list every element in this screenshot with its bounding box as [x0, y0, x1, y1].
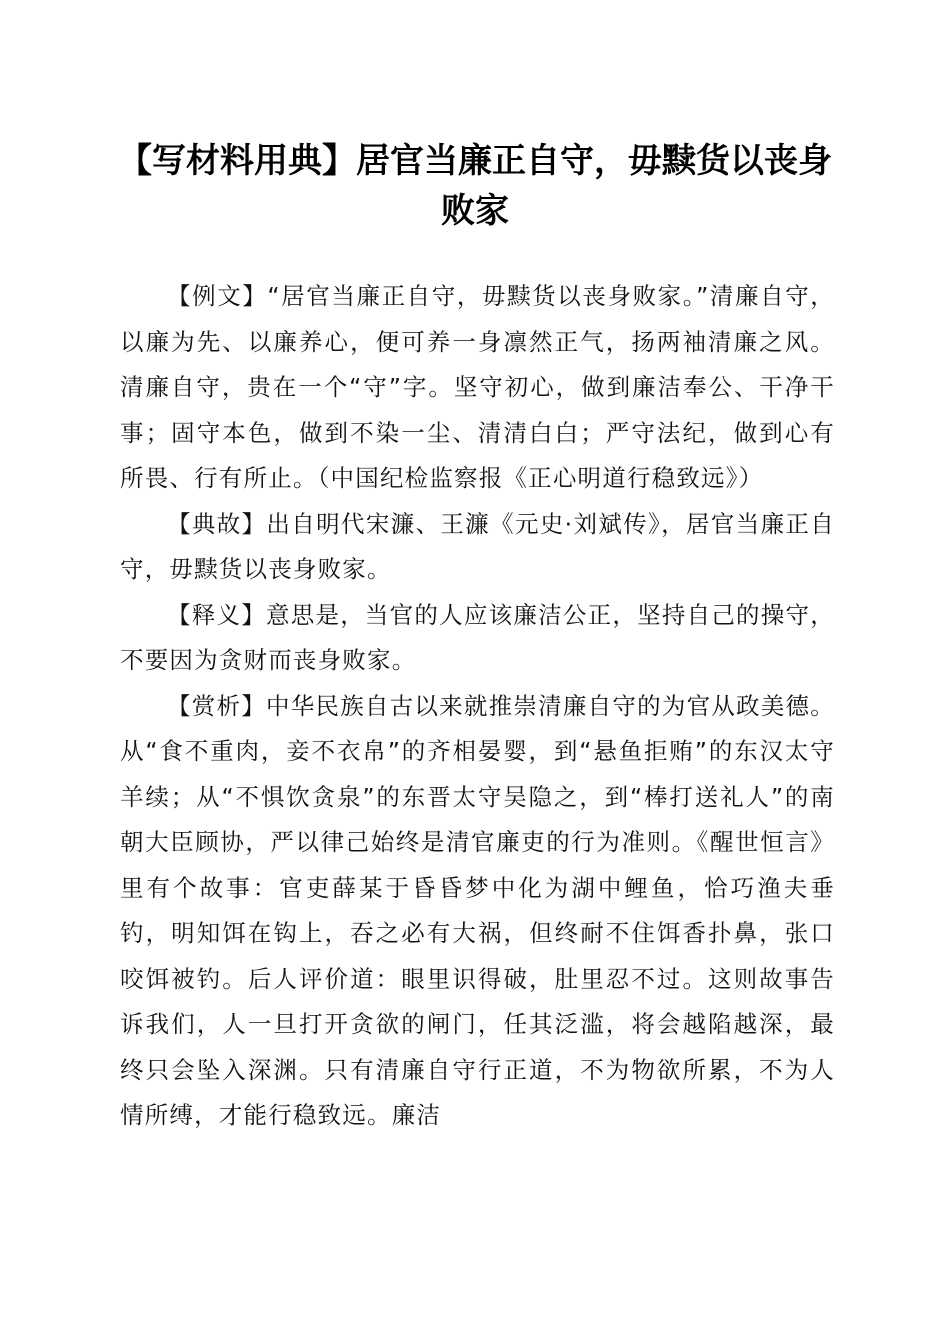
paragraph-text: 中华民族自古以来就推崇清廉自守的为官从政美德。从“食不重肉，妾不衣帛”的齐相晏婴，到“悬鱼拒贿”的东汉太守羊续；从“不惧饮贪泉”的东晋太守吴隐之，到“棒打送礼人”的南朝大臣顾协，严以律己始终是清官廉吏的行为准则。《醒世恒言》里有个故事：官吏薛某于昏昏梦中化为湖中鲤鱼，恰巧渔夫垂钓，明知饵在钩上，吞之必有大祸，但终耐不住饵香扑鼻，张口咬饵被钓。后人评价道：眼里识得破，肚里忍不过。这则故事告诉我们，人一旦打开贪欲的闸门，任其泛滥，将会越陷越深，最终只会坠入深渊。只有清廉自守行正道，不为物欲所累，不为人情所缚，才能行稳致远。廉洁: [120, 691, 835, 1129]
paragraph-meaning: [120, 593, 835, 684]
paragraph-example: [120, 274, 835, 502]
paragraph-text: “居官当廉正自守，毋黩货以丧身败家。”清廉自守，以廉为先、以廉养心，便可养一身凛然正气，扬两袖清廉之风。清廉自守，贵在一个“守”字。坚守初心，做到廉洁奉公、干净干事；固守本色，做到不染一尘、清清白白；严守法纪，做到心有所畏、行有所止。（中国纪检监察报《正心明道行稳致远》）: [120, 282, 835, 492]
paragraph-tag: 【典故】: [167, 509, 267, 538]
paragraph-tag: 【释义】: [167, 600, 266, 629]
paragraph-tag: 【例文】: [167, 282, 268, 310]
paragraph-text: 出自明代宋濂、王濂《元史·刘斌传》，居官当廉正自守，毋黩货以丧身败家。: [120, 509, 835, 583]
document-title: 【写材料用典】居官当廉正自守，毋黩货以丧身败家: [118, 141, 832, 231]
paragraph-text: 意思是，当官的人应该廉洁公正，坚持自己的操守，不要因为贪财而丧身败家。: [120, 600, 835, 674]
paragraph-allusion: [120, 502, 835, 593]
document-body: [120, 274, 835, 1139]
paragraph-analysis: [120, 684, 835, 1139]
paragraph-tag: 【赏析】: [167, 691, 266, 720]
